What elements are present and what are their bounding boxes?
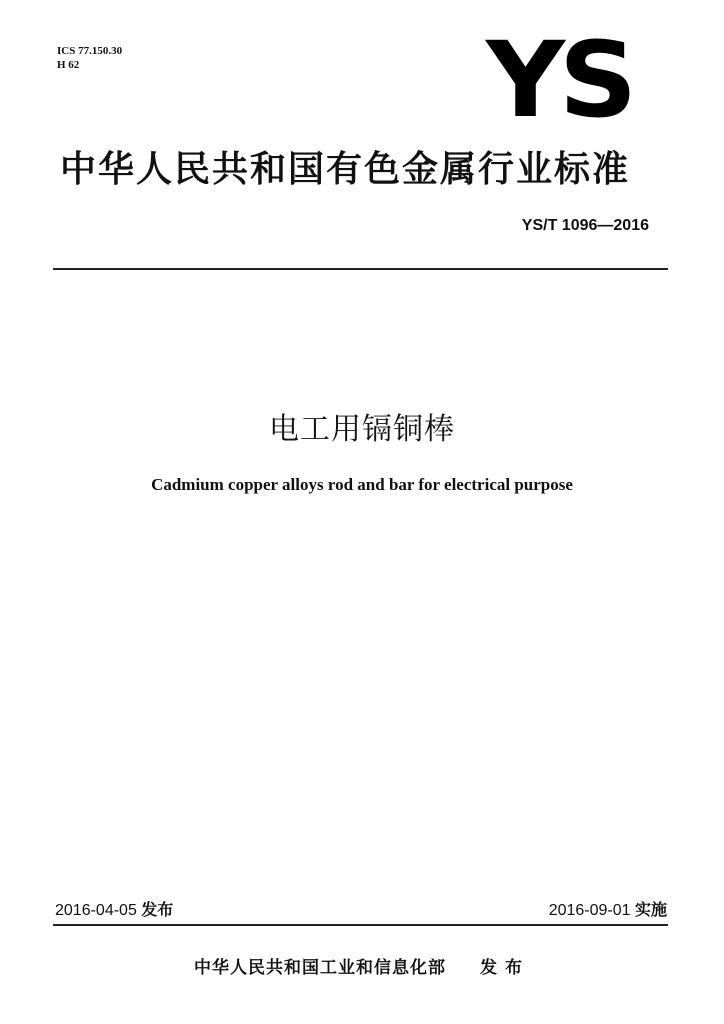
document-title-chinese: 电工用镉铜棒 (269, 412, 455, 447)
ys-logo-text: YS (486, 19, 632, 141)
implement-date: 2016-09-01 (548, 902, 631, 919)
standard-category-title: 中华人民共和国有色金属行业标准 (60, 149, 631, 190)
classification-codes (57, 44, 122, 72)
issue-date-line (55, 899, 173, 922)
publisher-name: 中华人民共和国工业和信息化部 (194, 958, 446, 978)
issue-date: 2016-04-05 (55, 902, 137, 919)
issue-label: 发布 (141, 900, 174, 919)
publish-label: 发布 (480, 958, 530, 978)
ccs-code: H 62 (57, 59, 80, 71)
publisher-line (0, 956, 724, 980)
bottom-divider (53, 924, 668, 926)
document-title-english: Cadmium copper alloys rod and bar for electrical purpose (151, 475, 573, 494)
implement-label: 实施 (634, 900, 667, 919)
implement-date-line (549, 899, 667, 922)
top-divider (53, 268, 668, 270)
standard-number: YS/T 1096—2016 (521, 217, 649, 234)
ys-logo (486, 19, 634, 141)
ics-code: ICS 77.150.30 (57, 45, 123, 57)
